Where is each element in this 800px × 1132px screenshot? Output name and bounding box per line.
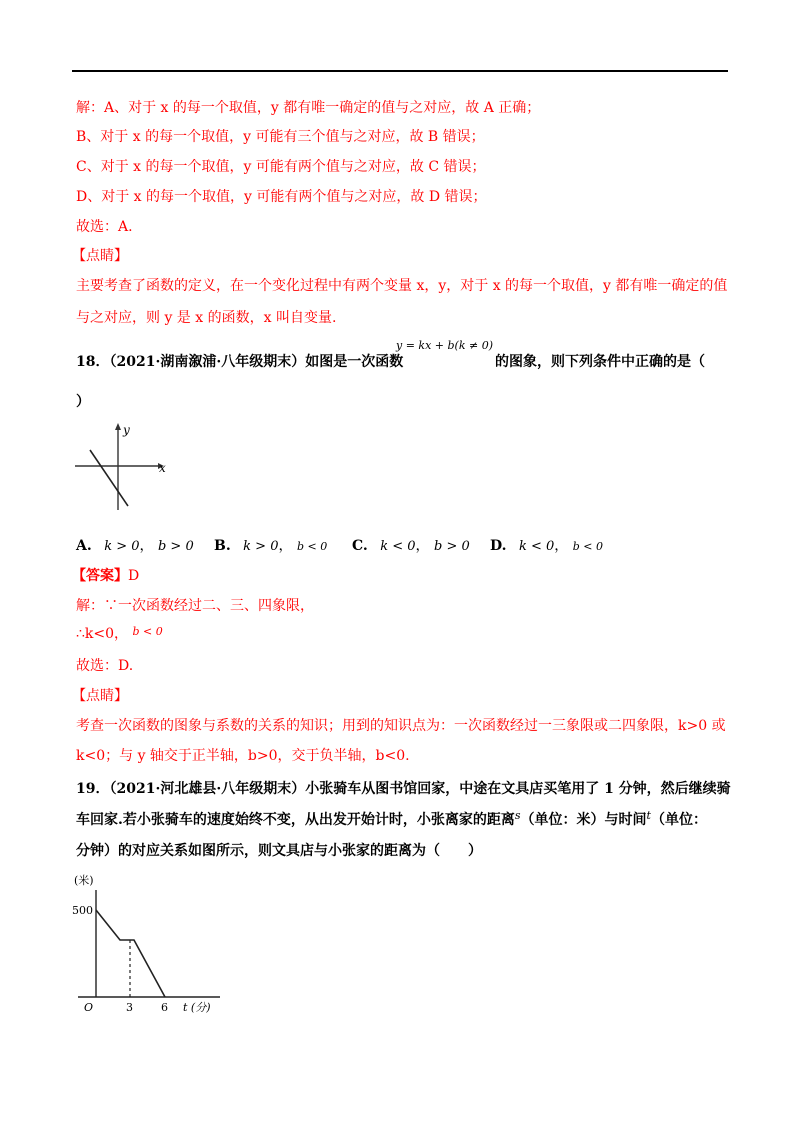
q19-var-t: t [646,809,651,822]
solution-line-a: 解：A、对于 x 的每一个取值，y 都有唯一确定的值与之对应，故 A 正确； [76,100,541,116]
solution-choice: 故选：A. [76,219,133,235]
q19-stem-1: 19．（2021·河北雄县·八年级期末）小张骑车从图书馆回家，中途在文具店买笔用了 1 分钟，然后继续骑 [76,781,731,797]
header-rule [72,70,728,72]
q18-solution-2a: ∴k<0， [76,626,129,642]
y-axis-label: y [123,423,130,437]
option-c: C. k < 0， b > 0 [352,538,470,554]
option-c-b: b > 0 [434,539,470,554]
q18-solution-2b: b < 0 [132,625,163,638]
graph-label-500: 500 [72,904,93,917]
q19-stem-2a: 车回家.若小张骑车的速度始终不变，从出发开始计时，小张离家的距离 [76,812,515,828]
option-a-b: b > 0 [157,539,194,554]
answer-label: 【答案】 [72,568,128,584]
q19-var-s: s [514,809,521,822]
q18-comment-1: 考查一次函数的图象与系数的关系的知识；用到的知识点为：一次函数经过一三象限或二四象限，k>0 或 [76,718,726,734]
option-a-k: k > 0 [104,539,140,554]
option-d-k: k < 0 [518,539,555,554]
q18-solution-1: 解：∵一次函数经过二、三、四象限， [76,598,314,614]
q18-solution-choice: 故选：D. [76,658,134,674]
solution-line-d: D、对于 x 的每一个取值，y 可能有两个值与之对应，故 D 错误； [76,189,487,205]
option-c-k: k < 0 [380,539,416,554]
option-d: D. k < 0， b < 0 [490,538,603,554]
x-axis-label: x [159,461,166,475]
graph-tick-3: 3 [126,1001,133,1014]
q18-dianjing-heading: 【点睛】 [72,688,128,704]
q18-stem-c: ） [76,394,90,410]
q19-stem-3: 分钟）的对应关系如图所示，则文具店与小张家的距离为（ ） [76,843,482,859]
comment-line-1: 主要考查了函数的定义，在一个变化过程中有两个变量 x，y，对于 x 的每一个取值，y 都有唯一确定的值 [76,278,728,294]
q18-solution-2 [76,624,163,645]
option-b-b: b < 0 [296,540,328,553]
option-b-k: k > 0 [243,539,279,554]
graph-y-unit: (米) [74,874,94,887]
graph-tick-6: 6 [161,1001,168,1014]
q19-stem-2 [76,810,707,831]
q18-stem-a: 18．（2021·湖南溆浦·八年级期末）如图是一次函数 [76,354,404,370]
solution-line-b: B、对于 x 的每一个取值，y 可能有三个值与之对应，故 B 错误； [76,129,485,145]
function-line [90,450,128,506]
option-d-b: b < 0 [572,540,603,553]
q19-stem-2b: （单位：米）与时间 [520,812,647,828]
option-b-letter: B. [214,538,231,554]
option-a: A. k > 0， b > 0 [76,538,194,554]
answer-line [72,566,139,586]
graph-x-label: t (分) [183,1001,211,1014]
solution-line-c: C、对于 x 的每一个取值，y 可能有两个值与之对应，故 C 错误； [76,159,486,175]
q18-formula: y = kx + b(k ≠ 0) [396,339,494,352]
answer-value: D [128,568,140,584]
dianjing-heading: 【点睛】 [72,248,128,264]
graph-origin: O [84,1001,94,1014]
option-b: B. k > 0， b < 0 [214,538,328,554]
comment-line-2: 与之对应，则 y 是 x 的函数，x 叫自变量. [76,310,337,326]
q18-comment-2: k<0；与 y 轴交于正半轴，b>0，交于负半轴，b<0. [76,748,410,764]
q19-stem-2c: （单位： [650,812,707,828]
option-c-letter: C. [352,538,368,554]
q18-linear-graph [70,420,180,515]
q19-distance-time-graph [68,872,238,1022]
y-axis-arrow [115,423,121,430]
option-a-letter: A. [76,538,92,554]
q18-stem-b: 的图象，则下列条件中正确的是（ [495,354,705,370]
option-d-letter: D. [490,538,507,554]
